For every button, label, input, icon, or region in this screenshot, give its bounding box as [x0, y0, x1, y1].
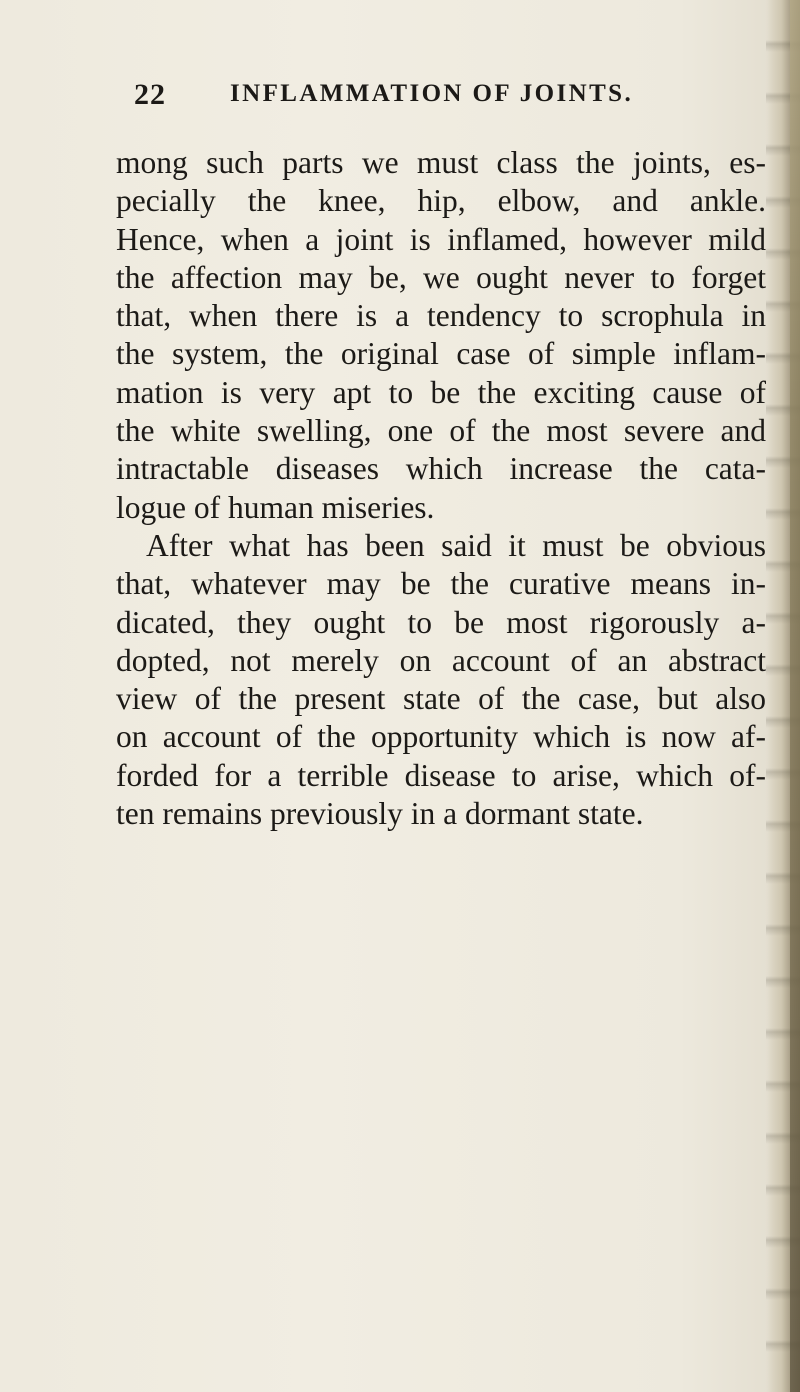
text-line: the system, the original case of simple inflam- — [116, 336, 766, 372]
text-line: that, when there is a tendency to scrophula in — [116, 298, 766, 334]
text-line: logue of human miseries. — [116, 489, 435, 525]
text-line: mation is very apt to be the exciting cause of — [116, 374, 766, 410]
page-binding-edge — [790, 0, 800, 1392]
text-line: Hence, when a joint is inflamed, however mild — [116, 221, 766, 257]
body-text — [116, 144, 766, 833]
paragraph-2 — [116, 527, 766, 833]
text-line: dicated, they ought to be most rigorously a- — [116, 604, 766, 640]
text-line: After what has been said it must be obvious — [146, 527, 766, 563]
text-line: that, whatever may be the curative means in- — [116, 566, 766, 602]
text-line: the white swelling, one of the most severe and — [116, 413, 766, 449]
text-line: dopted, not merely on account of an abstract — [116, 642, 766, 678]
text-line: ten remains previously in a dormant state. — [116, 796, 644, 832]
text-line: pecially the knee, hip, elbow, and ankle. — [116, 183, 766, 219]
text-line: the affection may be, we ought never to forget — [116, 259, 766, 295]
paragraph-1 — [116, 144, 766, 527]
text-line: forded for a terrible disease to arise, which of- — [116, 757, 766, 793]
text-line: on account of the opportunity which is now af- — [116, 719, 766, 755]
text-line: view of the present state of the case, but also — [116, 681, 766, 717]
page-number: 22 — [134, 78, 166, 111]
text-line: intractable diseases which increase the cata- — [116, 451, 766, 487]
text-line: mong such parts we must class the joints, es- — [116, 145, 766, 180]
running-head: INFLAMMATION OF JOINTS. — [230, 80, 634, 107]
page-header — [134, 78, 674, 114]
